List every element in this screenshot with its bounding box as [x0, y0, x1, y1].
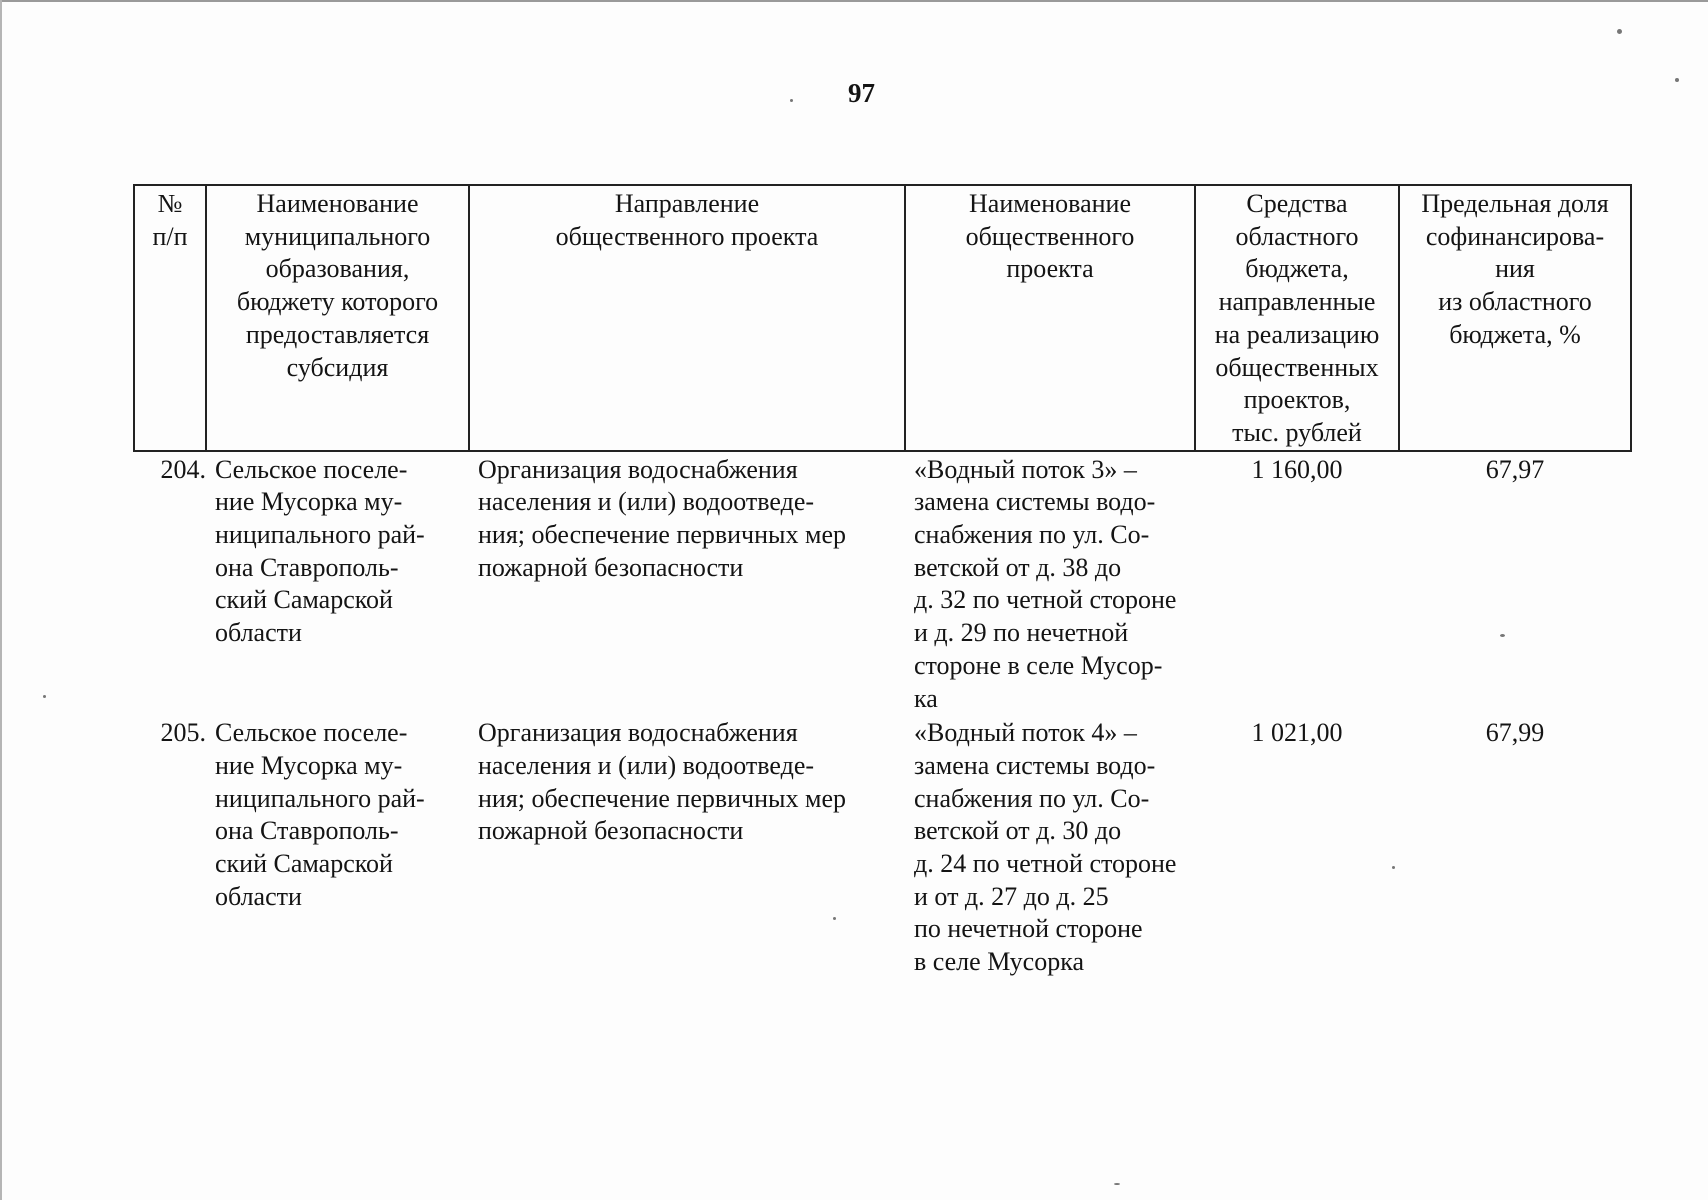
scan-speck [1617, 29, 1622, 34]
header-row [134, 185, 1631, 451]
scan-speck [790, 99, 793, 102]
table-header [134, 185, 1631, 451]
row-direction: Организация водоснабжения населения и (или) водоотведе- ния; обеспечение первичных мер пожарной безопасности [478, 718, 847, 846]
scan-speck [1675, 78, 1679, 82]
scan-speck [1114, 1183, 1120, 1185]
header-direction: Направление общественного проекта [469, 185, 905, 451]
page-number: 97 [848, 78, 875, 108]
table-body [134, 451, 1631, 988]
header-regional-funds: Средства областного бюджета, направленные на реализацию общественных проектов, тыс. рублей [1195, 185, 1399, 451]
row-number: 204. [160, 454, 206, 484]
table-row [134, 715, 1631, 987]
row-municipality: Сельское поселе- ние Мусорка му- ниципального рай- она Ставрополь- ский Самарской области [215, 454, 425, 648]
row-direction: Организация водоснабжения населения и (или) водоотведе- ния; обеспечение первичных мер пожарной безопасности [478, 454, 847, 582]
table-row [134, 451, 1631, 716]
row-number: 205. [160, 718, 206, 748]
row-cofinancing-share: 67,97 [1485, 454, 1545, 484]
scan-left-edge [0, 0, 2, 1200]
scan-speck [833, 917, 836, 920]
row-regional-funds: 1 021,00 [1251, 718, 1343, 748]
row-project-name: «Водный поток 3» – замена системы водо- снабжения по ул. Со- ветской от д. 38 до д. 32 по четной стороне и д. 29 по нечетной стороне в селе Мусор- ка [914, 454, 1177, 713]
scan-top-edge [0, 0, 1708, 2]
header-project-name: Наименование общественного проекта [905, 185, 1195, 451]
scan-speck [1500, 634, 1505, 637]
header-number: № п/п [134, 185, 206, 451]
header-cofinancing-share: Предельная доля софинансирова- ния из областного бюджета, % [1399, 185, 1631, 451]
scan-speck [1392, 866, 1395, 869]
row-municipality: Сельское поселе- ние Мусорка му- ниципального рай- она Ставрополь- ский Самарской области [215, 718, 425, 911]
row-regional-funds: 1 160,00 [1251, 454, 1343, 484]
subsidy-table [133, 184, 1632, 987]
header-municipality: Наименование муниципального образования, бюджету которого предоставляется субсидия [206, 185, 469, 451]
row-project-name: «Водный поток 4» – замена системы водо- снабжения по ул. Со- ветской от д. 30 до д. 24 по четной стороне и от д. 27 до д. 25 по нечетной стороне в селе Мусорка [914, 718, 1177, 977]
scan-speck [43, 695, 46, 698]
row-cofinancing-share: 67,99 [1485, 718, 1545, 748]
